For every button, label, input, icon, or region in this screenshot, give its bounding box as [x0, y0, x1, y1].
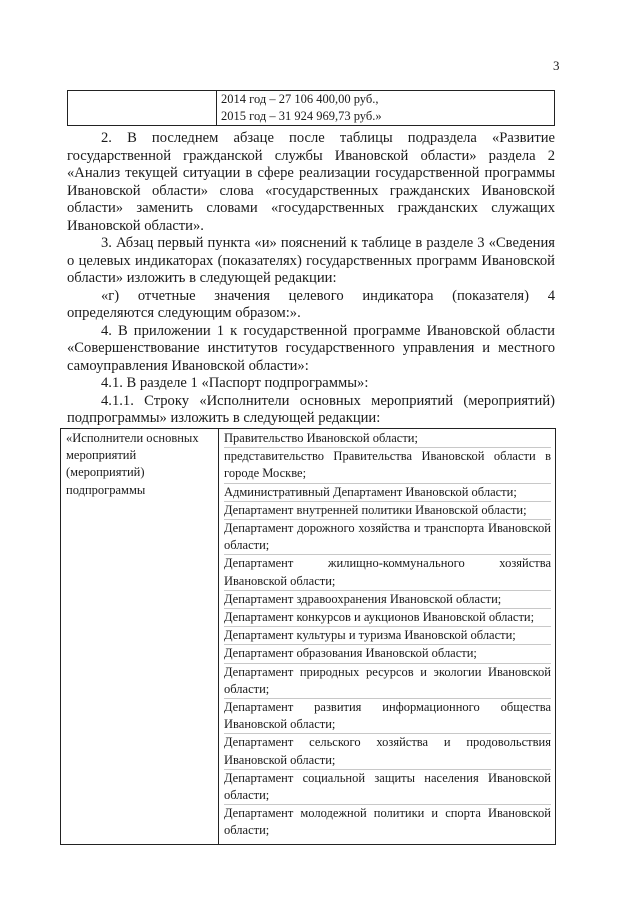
executor-item: Департамент здравоохранения Ивановской области;	[224, 591, 551, 609]
executor-item: Департамент природных ресурсов и экологии Ивановской области;	[224, 664, 551, 699]
paragraph-4-1-1: 4.1.1. Строку «Исполнители основных мероприятий (мероприятий) подпрограммы» изложить в следующей редакции:	[67, 392, 555, 426]
executor-item: Департамент культуры и туризма Ивановской области;	[224, 627, 551, 645]
executor-item: Департамент внутренней политики Ивановской области;	[224, 502, 551, 520]
page-number: 3	[553, 58, 560, 73]
executor-item: Департамент дорожного хозяйства и транспорта Ивановской области;	[224, 520, 551, 555]
paragraph-2: 2. В последнем абзаце после таблицы подраздела «Развитие государственной гражданской службы Ивановской области» раздела 2 «Анализ текущей ситуации в сфере реализации государственной программы Ивановской области» слова «государственных гражданских Ивановской области» заменить словами «государственных гражданских служащих Ивановской области».	[67, 130, 555, 234]
continuation-table	[67, 90, 555, 126]
executor-item: Департамент развития информационного общества Ивановской области;	[224, 699, 551, 734]
executor-item: Департамент молодежной политики и спорта Ивановской области;	[224, 806, 551, 838]
executor-item: Департамент жилищно-коммунального хозяйства Ивановской области;	[224, 555, 551, 590]
executor-item: Административный Департамент Ивановской области;	[224, 484, 551, 502]
executor-item: Департамент социальной защиты населения Ивановской области;	[224, 770, 551, 805]
label-line: подпрограммы	[66, 482, 146, 497]
row-label-cell	[61, 429, 219, 845]
paragraph-3: 3. Абзац первый пункта «и» пояснений к таблице в разделе 3 «Сведения о целевых индикаторах (показателях) государственных программ Ивановской области» изложить в следующей редакции:	[67, 235, 555, 286]
amounts-cell	[217, 91, 555, 126]
executors-table	[60, 428, 556, 845]
label-line: мероприятий	[66, 448, 137, 463]
paragraph-4: 4. В приложении 1 к государственной программе Ивановской области «Совершенствование институтов государственного управления и местного самоуправления Ивановской области»:	[67, 322, 555, 374]
amount-2014: 2014 год – 27 106 400,00 руб.,	[221, 92, 379, 106]
executor-item: Департамент конкурсов и аукционов Ивановской области;	[224, 609, 551, 627]
table-row	[68, 91, 555, 126]
label-line: (мероприятий)	[66, 465, 145, 480]
paragraph-3-quote: «г) отчетные значения целевого индикатора (показателя) 4 определяются следующим образом:».	[67, 287, 555, 321]
document-body	[67, 130, 555, 428]
table-row	[61, 429, 556, 845]
amount-2015: 2015 год – 31 924 969,73 руб.»	[221, 109, 382, 123]
executor-item: Департамент образования Ивановской области;	[224, 645, 551, 663]
executor-item: представительство Правительства Ивановской области в городе Москве;	[224, 448, 551, 483]
executors-cell	[219, 429, 556, 845]
empty-cell	[68, 91, 217, 126]
executor-item: Департамент сельского хозяйства и продовольствия Ивановской области;	[224, 734, 551, 769]
paragraph-4-1: 4.1. В разделе 1 «Паспорт подпрограммы»:	[101, 375, 369, 391]
label-line: «Исполнители основных	[66, 431, 199, 445]
executor-item: Правительство Ивановской области;	[224, 430, 551, 448]
